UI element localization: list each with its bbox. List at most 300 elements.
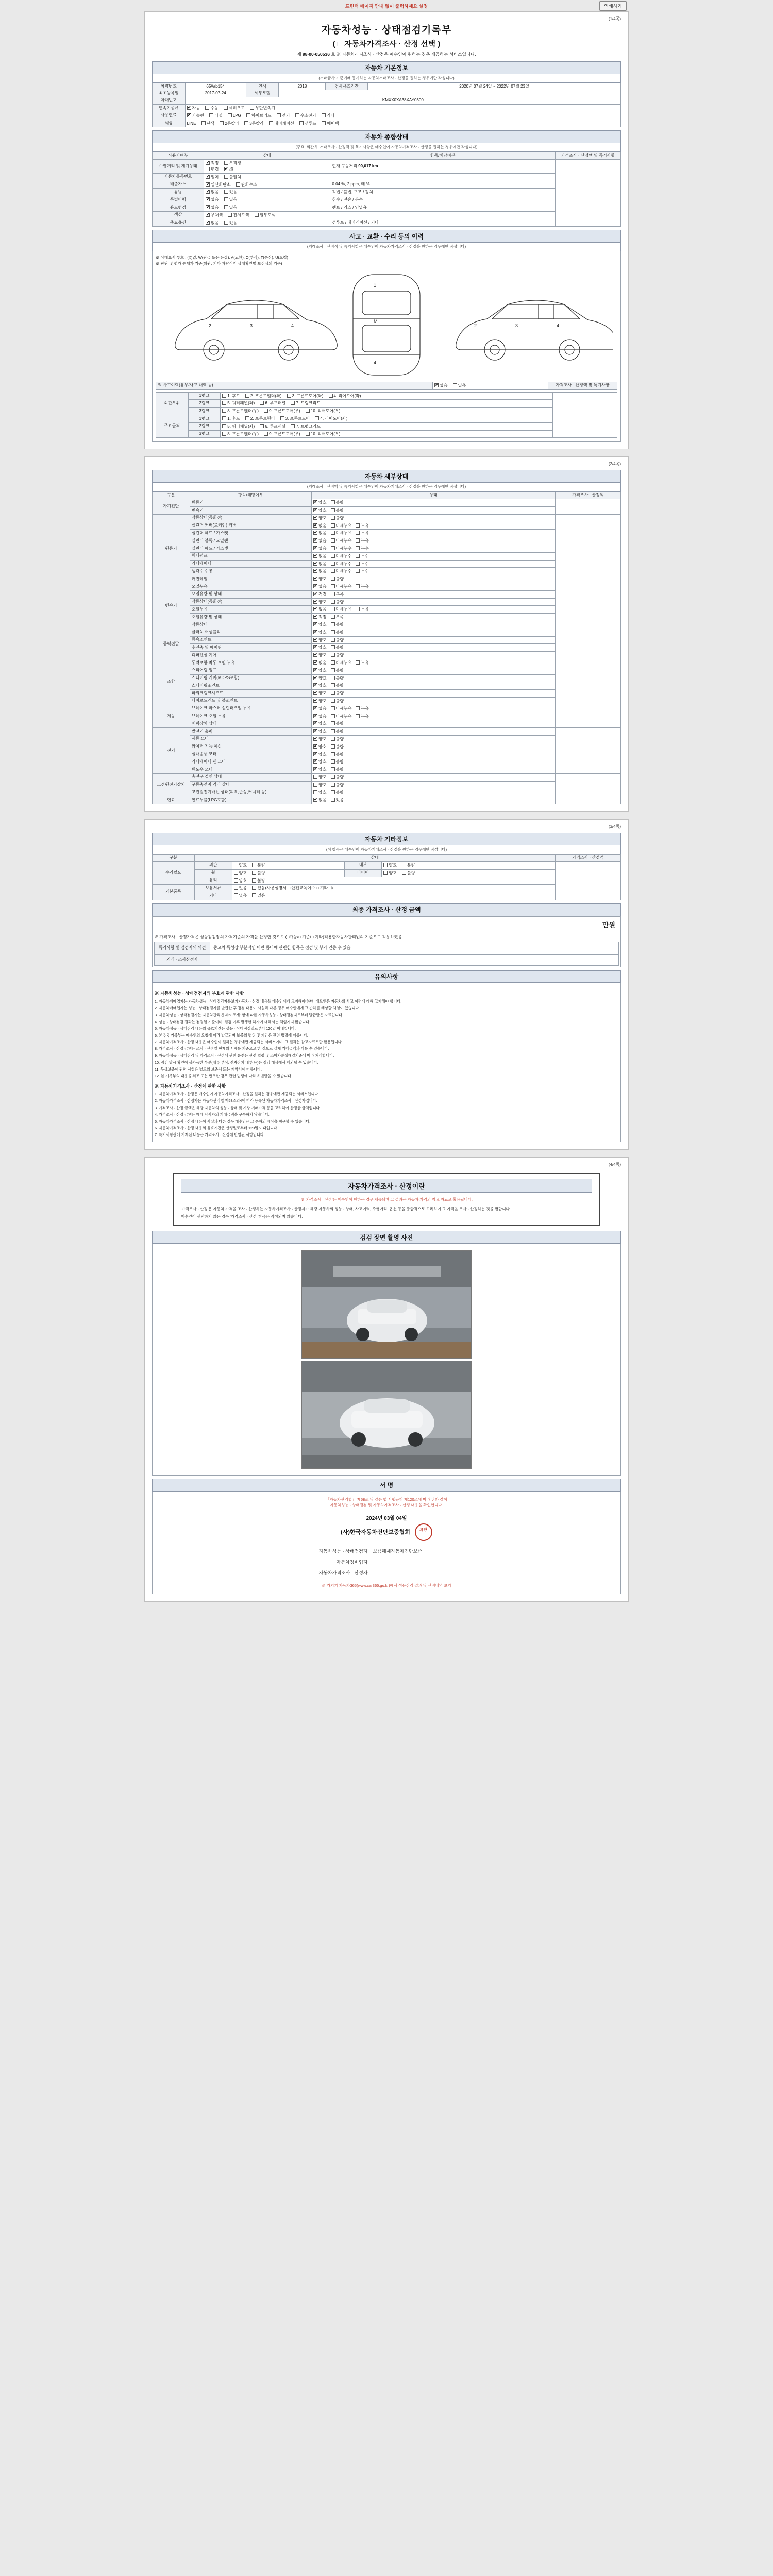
detail-option-양호[interactable] — [313, 759, 326, 765]
frame-item-9[interactable]: 9. 프론트도어(우) — [264, 431, 300, 437]
detail-item-label: 실린더 헤드 / 가스켓 — [190, 545, 311, 553]
detail-option-불량[interactable] — [331, 652, 344, 658]
final-price-table — [152, 916, 621, 967]
detail-option-누유[interactable] — [356, 530, 368, 536]
checkbox[interactable] — [313, 562, 317, 566]
tire-opt-bad[interactable]: 불량 — [402, 870, 415, 876]
frame-item-3[interactable]: 3. 프론트도어 — [280, 416, 310, 422]
detail-option-불량[interactable] — [331, 774, 344, 781]
detail-item-options — [312, 659, 556, 667]
frame-item-5[interactable]: 5. 쿼터패널(좌) — [222, 423, 255, 430]
detail-option-누수[interactable] — [356, 568, 368, 574]
mileage-opt-ng[interactable]: 부적정 — [224, 160, 241, 166]
checkbox[interactable] — [331, 783, 335, 787]
detail-option-누유[interactable] — [356, 523, 368, 529]
detail-option-없음[interactable] — [313, 797, 326, 803]
detail-option-양호[interactable] — [313, 630, 326, 636]
tuning-opt-none[interactable]: ✔ 없음 — [206, 189, 219, 195]
fuel-opt-gasoline[interactable]: ✔ 가솔린 — [187, 113, 204, 119]
opt-sunroof[interactable]: 선루프 — [299, 121, 316, 127]
detail-option-불량[interactable] — [331, 744, 344, 750]
special-opt-none[interactable]: ✔ 없음 — [206, 197, 219, 203]
checkbox[interactable] — [331, 562, 335, 566]
detail-option-양호[interactable] — [313, 576, 326, 582]
checkbox[interactable] — [313, 607, 317, 611]
fuel-opt-diesel[interactable]: 디젤 — [209, 113, 222, 119]
mileage-opt-etc[interactable]: ✔ 造 — [224, 166, 233, 173]
detail-option-누수[interactable] — [356, 561, 368, 567]
final-amount: 만원 — [153, 916, 621, 934]
table-row — [153, 758, 621, 766]
detail-option-불량[interactable] — [331, 683, 344, 689]
detail-option-적정[interactable] — [313, 614, 326, 620]
checkbox[interactable] — [313, 744, 317, 749]
terms-section-2-items — [155, 1091, 618, 1138]
checkbox[interactable] — [331, 569, 335, 573]
special-opt-yes[interactable]: 있음 — [224, 197, 237, 203]
panel-roof[interactable]: 6. 루프패널 — [260, 400, 285, 406]
detail-option-양호[interactable] — [313, 721, 326, 727]
detail-option-양호[interactable] — [313, 736, 326, 742]
mileage-opt-ok[interactable]: ✔적정 — [206, 160, 219, 166]
outer-opt-bad[interactable]: 불량 — [252, 862, 265, 869]
option-label: 없음 — [318, 584, 327, 589]
checkbox[interactable] — [331, 546, 335, 550]
mainopt-opt-none[interactable]: ✔ 없음 — [206, 220, 219, 226]
checkbox[interactable] — [331, 638, 335, 642]
table-row — [153, 598, 621, 606]
checkbox[interactable] — [313, 767, 317, 771]
detail-option-미세누유[interactable] — [331, 660, 352, 666]
checkbox[interactable] — [313, 500, 317, 504]
checkbox[interactable] — [313, 683, 317, 687]
checkbox[interactable] — [331, 729, 335, 733]
checkbox[interactable] — [356, 523, 360, 528]
detail-item-options — [312, 606, 556, 614]
detail-option-불량[interactable] — [331, 736, 344, 742]
detail-option-누유[interactable] — [356, 660, 368, 666]
detail-option-양호[interactable] — [313, 698, 326, 704]
panel-ff-right[interactable]: 8. 프론트휀더(우) — [222, 408, 259, 414]
color-opt-mono[interactable]: 단색 — [201, 121, 214, 127]
checkbox[interactable] — [356, 554, 360, 558]
checkbox[interactable] — [313, 638, 317, 642]
detail-option-없음[interactable] — [313, 546, 326, 552]
detail-option-미세누유[interactable] — [331, 606, 352, 613]
checkbox[interactable] — [331, 660, 335, 665]
checkbox[interactable] — [331, 737, 335, 741]
trans-opt-manual[interactable]: 수동 — [205, 105, 218, 111]
checkbox[interactable] — [331, 744, 335, 749]
checkbox[interactable] — [313, 783, 317, 787]
option-label: 양호 — [318, 668, 327, 673]
frame-rank-3: 3랭크 — [188, 430, 221, 438]
detail-option-양호[interactable] — [313, 599, 326, 605]
checkbox[interactable] — [313, 592, 317, 596]
detail-option-적정[interactable] — [313, 591, 326, 598]
detail-option-누수[interactable] — [356, 553, 368, 560]
detail-option-누수[interactable] — [356, 546, 368, 552]
panel-ff-left[interactable]: 2. 프론트휀더(좌) — [245, 393, 282, 399]
emission-opt-hc[interactable]: 탄화수소 — [236, 182, 257, 188]
detail-option-없음[interactable] — [313, 606, 326, 613]
checkbox[interactable] — [331, 622, 335, 626]
checkbox[interactable] — [331, 584, 335, 588]
detail-option-양호[interactable] — [313, 645, 326, 651]
checkbox[interactable] — [313, 645, 317, 649]
section-photos-title: 검검 장면 촬영 사진 — [152, 1231, 621, 1244]
detail-option-불량[interactable] — [331, 668, 344, 674]
colorstate-opt-full[interactable]: 전체도색 — [228, 212, 249, 218]
checkbox[interactable] — [331, 630, 335, 634]
frame-item-6[interactable]: 6. 루프패널 — [260, 423, 285, 430]
checkbox[interactable] — [331, 531, 335, 535]
fuel-opt-lpg[interactable]: LPG — [228, 113, 241, 119]
checkbox[interactable] — [313, 523, 317, 528]
detail-option-부족[interactable] — [331, 591, 344, 598]
checkbox[interactable] — [313, 729, 317, 733]
detail-option-누유[interactable] — [356, 714, 368, 720]
checkbox[interactable] — [313, 752, 317, 756]
detail-item-options — [312, 773, 556, 781]
checkbox[interactable] — [313, 531, 317, 535]
option-label: 부족 — [335, 615, 344, 620]
checkbox[interactable] — [356, 714, 360, 718]
detail-option-양호[interactable] — [313, 752, 326, 758]
option-label: 불량 — [335, 752, 344, 757]
checkbox[interactable] — [331, 615, 335, 619]
checkbox[interactable] — [313, 790, 317, 794]
detail-option-없음[interactable] — [313, 561, 326, 567]
checkbox[interactable] — [331, 767, 335, 771]
checkbox[interactable] — [331, 668, 335, 672]
accident-opt-yes[interactable]: 있음 — [453, 383, 466, 389]
option-label: 없음 — [318, 706, 327, 711]
checkbox[interactable] — [331, 683, 335, 687]
detail-option-양호[interactable] — [313, 690, 326, 697]
panel-rd-left[interactable]: 4. 리어도어(좌) — [329, 393, 361, 399]
frame-item-4[interactable]: 4. 리어도어(좌) — [315, 416, 347, 422]
checkbox[interactable] — [331, 706, 335, 710]
detail-option-불량[interactable] — [331, 721, 344, 727]
table-row — [153, 530, 621, 537]
checkbox[interactable] — [313, 516, 317, 520]
detail-option-불량[interactable] — [331, 782, 344, 788]
manual-opt-yes[interactable]: 있음(사용설명서 □ 안전교육이수 □ 기타 □) — [252, 885, 333, 891]
detail-option-미세누수[interactable] — [331, 568, 352, 574]
inner-opt-good[interactable]: 양호 — [383, 862, 396, 869]
accident-opt-none[interactable]: ✔ 없음 — [434, 383, 447, 389]
checkbox[interactable] — [313, 577, 317, 581]
checkbox[interactable] — [331, 508, 335, 512]
detail-item-label: 라디에이터 — [190, 560, 311, 568]
ext-rank-2-items — [221, 400, 552, 408]
detail-option-불량[interactable] — [331, 645, 344, 651]
checkbox[interactable] — [331, 775, 335, 779]
detail-option-불량[interactable] — [331, 630, 344, 636]
checkbox[interactable] — [331, 592, 335, 596]
panel-fd-left[interactable]: 3. 프론트도어(좌) — [287, 393, 324, 399]
checkbox[interactable] — [331, 691, 335, 695]
detail-option-불량[interactable] — [331, 507, 344, 514]
detail-option-양호[interactable] — [313, 500, 326, 506]
checkbox[interactable] — [313, 584, 317, 588]
checkbox[interactable] — [356, 706, 360, 710]
detail-option-없음[interactable] — [313, 706, 326, 712]
checkbox[interactable] — [356, 660, 360, 665]
checkbox[interactable] — [313, 569, 317, 573]
detail-option-불량[interactable] — [331, 515, 344, 521]
option-label: 불량 — [335, 622, 344, 628]
section-detail-note: (거래조사 · 산정액 및 특기사항은 매수인이 자동차거래조사 · 산정을 원하는 경우에만 작성니다) — [152, 483, 621, 492]
detail-option-양호[interactable] — [313, 637, 326, 643]
detail-option-양호[interactable] — [313, 675, 326, 682]
checkbox[interactable] — [313, 622, 317, 626]
detail-option-양호[interactable] — [313, 683, 326, 689]
frame-item-7[interactable]: 7. 트렁크리드 — [291, 423, 321, 430]
checkbox[interactable] — [313, 798, 317, 802]
checkbox[interactable] — [313, 759, 317, 764]
checkbox[interactable] — [313, 714, 317, 718]
detail-option-불량[interactable] — [331, 767, 344, 773]
fuel-opt-hydrogen[interactable]: 수소전기 — [295, 113, 316, 119]
trans-opt-cvt[interactable]: 무단변속기 — [250, 105, 275, 111]
checkbox[interactable] — [313, 600, 317, 604]
wheel-opt-bad[interactable]: 불량 — [252, 870, 265, 876]
checkbox[interactable] — [331, 653, 335, 657]
checkbox[interactable] — [331, 752, 335, 756]
checkbox[interactable] — [331, 600, 335, 604]
checkbox[interactable] — [356, 607, 360, 611]
detail-option-양호[interactable] — [313, 782, 326, 788]
detail-option-양호[interactable] — [313, 515, 326, 521]
checkbox[interactable] — [356, 531, 360, 535]
detail-option-없음[interactable] — [313, 538, 326, 544]
checkbox[interactable] — [331, 790, 335, 794]
color-opt-three[interactable]: 3톤칼라 — [244, 121, 264, 127]
detail-option-불량[interactable] — [331, 759, 344, 765]
emission-opt-co[interactable]: ✔ 일산화탄소 — [206, 182, 231, 188]
checkbox[interactable] — [356, 546, 360, 550]
fuel-opt-ev[interactable]: 전기 — [277, 113, 290, 119]
checkbox[interactable] — [331, 538, 335, 543]
tire-opt-good[interactable]: 양호 — [383, 870, 396, 876]
usage-opt-yes[interactable]: 있음 — [224, 205, 237, 211]
detail-option-불량[interactable] — [331, 576, 344, 582]
etcitem-opt-yes[interactable]: 있음 — [252, 893, 265, 899]
checkbox[interactable] — [331, 759, 335, 764]
checkbox[interactable] — [331, 645, 335, 649]
detail-option-양호[interactable] — [313, 767, 326, 773]
detail-option-누유[interactable] — [356, 538, 368, 544]
regno-opt-match[interactable]: ✔ 일치 — [206, 174, 219, 180]
checkbox[interactable] — [331, 798, 335, 802]
detail-option-불량[interactable] — [331, 690, 344, 697]
checkbox[interactable] — [313, 653, 317, 657]
table-row — [153, 735, 621, 743]
detail-option-불량[interactable] — [331, 752, 344, 758]
checkbox[interactable] — [356, 569, 360, 573]
detail-option-양호[interactable] — [313, 790, 326, 796]
checkbox[interactable] — [331, 699, 335, 703]
checkbox[interactable] — [356, 562, 360, 566]
checkbox[interactable] — [331, 676, 335, 680]
checkbox[interactable] — [313, 775, 317, 779]
checkbox[interactable] — [313, 721, 317, 725]
detail-option-부족[interactable] — [331, 614, 344, 620]
etcitem-opt-none[interactable]: 없음 — [234, 893, 247, 899]
label-model: 세부모델 — [246, 90, 279, 97]
checkbox[interactable] — [313, 508, 317, 512]
checkbox[interactable] — [331, 516, 335, 520]
detail-option-없음[interactable] — [313, 584, 326, 590]
detail-item-options — [312, 614, 556, 621]
detail-item-options — [312, 743, 556, 751]
frame-item-2[interactable]: 2. 프론트휀더 — [245, 416, 275, 422]
footer-note: ※ 가기기 자동차365(www.car365.go.kr)에서 성능점검 결과 및 산정내역 보기 — [322, 1583, 451, 1588]
checkbox[interactable] — [331, 714, 335, 718]
detail-option-없음[interactable] — [313, 530, 326, 536]
print-button[interactable]: 인쇄하기 — [599, 1, 627, 11]
detail-item-label: 오일누유 — [190, 606, 311, 614]
color-opt-two[interactable]: 2톤칼라 — [220, 121, 239, 127]
opt-airbag[interactable]: 에어백 — [322, 121, 339, 127]
outer-opt-good[interactable]: 양호 — [234, 862, 247, 869]
detail-item-label: 클러치 어셈블리 — [190, 629, 311, 636]
glass-opt-good[interactable]: 양호 — [234, 878, 247, 884]
detail-option-미세누유[interactable] — [331, 523, 352, 529]
detail-option-미세누수[interactable] — [331, 561, 352, 567]
checkbox[interactable] — [313, 660, 317, 665]
checkbox[interactable] — [331, 523, 335, 528]
detail-option-미세누유[interactable] — [331, 538, 352, 544]
detail-option-불량[interactable] — [331, 728, 344, 735]
glass-opt-bad[interactable]: 불량 — [252, 878, 265, 884]
mileage-opt-changed[interactable]: 변경 — [206, 166, 219, 173]
label-vehicle-no: 차량번호 — [153, 83, 186, 90]
panel-rd-right[interactable]: 10. 리어도어(우) — [306, 408, 340, 414]
frame-item-10[interactable]: 10. 리어도어(우) — [306, 431, 340, 437]
checkbox[interactable] — [313, 615, 317, 619]
fuel-opt-etc[interactable]: 기타 — [322, 113, 334, 119]
detail-option-불량[interactable] — [331, 790, 344, 796]
terms-section-1-title: ※ 자동차성능 · 상태점검자의 부호에 관한 사항 — [155, 991, 244, 996]
checkbox[interactable] — [313, 538, 317, 543]
page-2 — [144, 456, 629, 812]
tuning-opt-yes[interactable]: 있음 — [224, 189, 237, 195]
checkbox[interactable] — [356, 584, 360, 588]
option-label: 미세누유 — [335, 538, 352, 544]
frame-item-1[interactable]: 1. 후드 — [222, 416, 240, 422]
detail-option-없음[interactable] — [313, 714, 326, 720]
checkbox[interactable] — [313, 546, 317, 550]
detail-option-양호[interactable] — [313, 652, 326, 658]
terms-item: 3. 가격조사 · 산정 금액은 해당 자동차의 성능 · 상태 및 시장 거래가격 등을 고려하여 산정한 금액입니다. — [155, 1105, 321, 1110]
table-row — [153, 773, 621, 781]
detail-option-불량[interactable] — [331, 622, 344, 628]
checkbox[interactable] — [313, 699, 317, 703]
overall-row-emission-detail: 0.04 %, 2 ppm, 매 % — [330, 181, 555, 189]
detail-option-없음[interactable] — [313, 553, 326, 560]
detail-option-양호[interactable] — [313, 774, 326, 781]
detail-option-미세누유[interactable] — [331, 530, 352, 536]
detail-option-누유[interactable] — [356, 706, 368, 712]
detail-option-미세누유[interactable] — [331, 706, 352, 712]
detail-item-label: 작동상태(공회전) — [190, 514, 311, 522]
detail-option-양호[interactable] — [313, 728, 326, 735]
checkbox[interactable] — [331, 607, 335, 611]
checkbox[interactable] — [331, 721, 335, 725]
mainopt-opt-yes[interactable]: 있음 — [224, 220, 237, 226]
detail-option-불량[interactable] — [331, 675, 344, 682]
checkbox[interactable] — [313, 630, 317, 634]
etc-row-outer-label: 외판 — [194, 861, 232, 869]
panel-price-note — [552, 392, 617, 438]
detail-option-있음[interactable] — [331, 797, 344, 803]
detail-option-양호[interactable] — [313, 744, 326, 750]
detail-option-양호[interactable] — [313, 507, 326, 514]
checkbox[interactable] — [331, 577, 335, 581]
wheel-opt-good[interactable]: 양호 — [234, 870, 247, 876]
overall-row-usage-label: 용도변경 — [153, 204, 204, 212]
checkbox[interactable] — [313, 706, 317, 710]
detail-option-미세누수[interactable] — [331, 546, 352, 552]
panel-qp-left[interactable]: 5. 쿼터패널(좌) — [222, 400, 255, 406]
colorstate-opt-part[interactable]: 일부도색 — [255, 212, 276, 218]
checkbox[interactable] — [313, 691, 317, 695]
detail-option-불량[interactable] — [331, 500, 344, 506]
checkbox[interactable] — [356, 538, 360, 543]
checkbox[interactable] — [313, 668, 317, 672]
panel-trunk[interactable]: 7. 트렁크리드 — [291, 400, 321, 406]
checkbox[interactable] — [313, 676, 317, 680]
checkbox[interactable] — [313, 737, 317, 741]
detail-option-없음[interactable] — [313, 568, 326, 574]
detail-option-미세누유[interactable] — [331, 714, 352, 720]
checkbox[interactable] — [331, 554, 335, 558]
usage-opt-none[interactable]: ✔ 없음 — [206, 205, 219, 211]
option-label: 양호 — [318, 691, 327, 696]
frame-item-8[interactable]: 8. 프론트휀더(우) — [222, 431, 259, 437]
detail-option-누유[interactable] — [356, 584, 368, 590]
trans-opt-semiauto[interactable]: 세미오토 — [224, 105, 245, 111]
inner-opt-bad[interactable]: 불량 — [402, 862, 415, 869]
fuel-opt-hybrid[interactable]: 하이브리드 — [246, 113, 272, 119]
opt-nav[interactable]: 내비게이션 — [269, 121, 294, 127]
detail-option-미세누수[interactable] — [331, 553, 352, 560]
detail-option-불량[interactable] — [331, 698, 344, 704]
detail-option-누유[interactable] — [356, 606, 368, 613]
detail-option-없음[interactable] — [313, 523, 326, 529]
option-label: 누유 — [361, 523, 369, 528]
manual-opt-none[interactable]: 없음 — [234, 885, 247, 891]
detail-option-불량[interactable] — [331, 599, 344, 605]
checkbox[interactable] — [331, 500, 335, 504]
detail-option-양호[interactable] — [313, 622, 326, 628]
print-warning: 프린터 페이지 안내 없이 출력하세요 설정 — [345, 4, 428, 9]
regno-opt-nomatch[interactable]: 불일치 — [224, 174, 241, 180]
detail-option-불량[interactable] — [331, 637, 344, 643]
colorstate-opt-none[interactable]: ✔ 무채색 — [206, 212, 223, 218]
trans-opt-auto[interactable]: ✔ 자동 — [187, 105, 200, 111]
panel-fd-right[interactable]: 9. 프론트도어(우) — [264, 408, 300, 414]
label-fuel: 사용연료 — [153, 112, 186, 120]
detail-option-미세누유[interactable] — [331, 584, 352, 590]
panel-hood[interactable]: 1. 후드 — [222, 393, 240, 399]
detail-option-없음[interactable] — [313, 660, 326, 666]
checkbox[interactable] — [313, 554, 317, 558]
detail-option-양호[interactable] — [313, 668, 326, 674]
